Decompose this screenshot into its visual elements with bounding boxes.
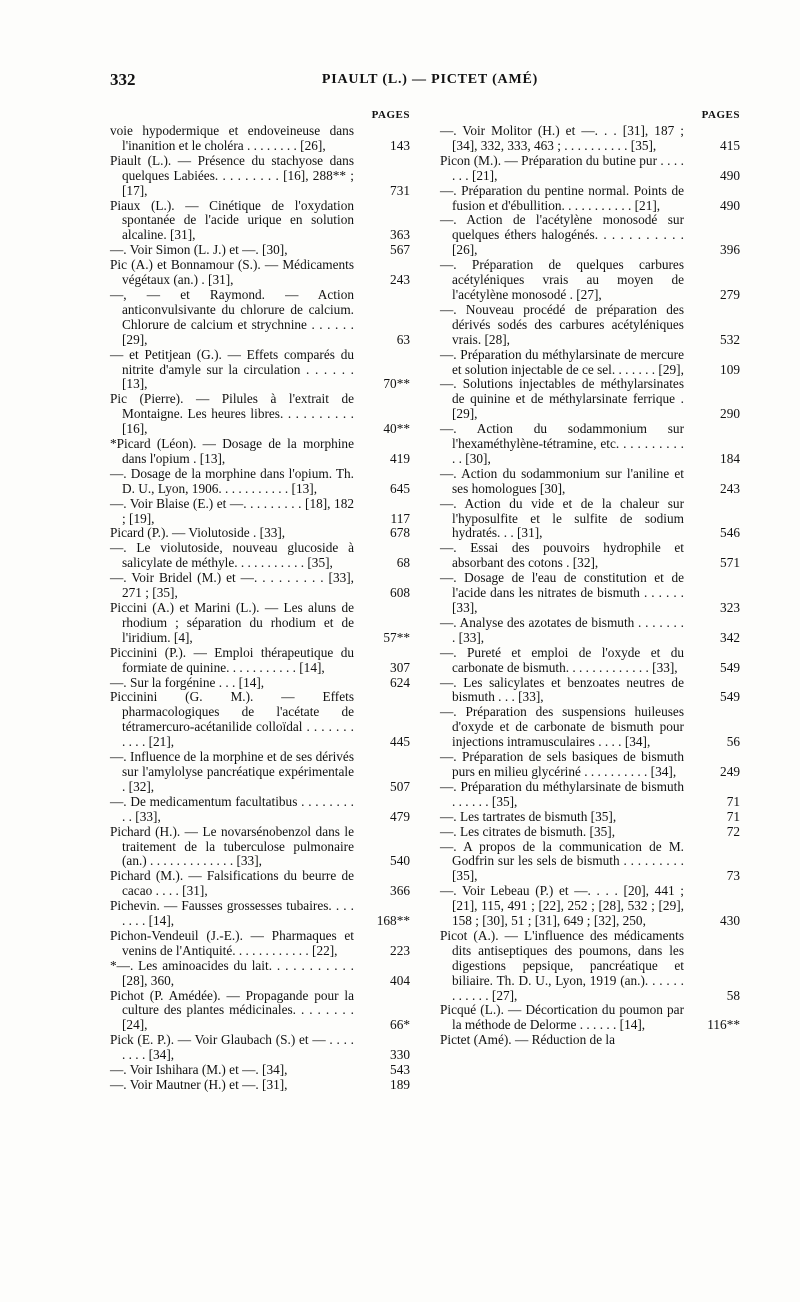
entry-page-number: 571 [720, 555, 740, 571]
index-entry [440, 541, 740, 571]
entry-text: —. Action du sodammonium sur l'aniline et ses homologues [30], [440, 465, 684, 496]
index-entry [440, 497, 740, 542]
entry-text: Pichard (M.). — Falsifications du beurre de cacao . . . . [31], [110, 868, 354, 899]
index-entry [440, 840, 740, 885]
entry-page-number: 243 [390, 272, 410, 288]
index-entry [440, 184, 740, 214]
entry-page-number: 396 [720, 242, 740, 258]
index-entry [110, 929, 410, 959]
entry-text: —. Dosage de la morphine dans l'opium. Th. D. U., Lyon, 1906. . . . . . . . . . . [13], [110, 465, 354, 496]
entry-page-number: 184 [720, 450, 740, 466]
entry-page-number: 73 [726, 868, 740, 884]
entry-text: —. Les citrates de bismuth. [35], [440, 823, 616, 839]
entry-text: —. A propos de la communication de M. Godfrin sur les sels de bismuth . . . . . . . . . [35], [440, 838, 684, 884]
entry-page-number: 168** [376, 913, 410, 929]
entry-text: —. Action du vide et de la chaleur sur l'hyposulfite et le sulfite de sodium hydratés. . . [31], [440, 495, 684, 541]
entry-text: Pictet (Amé). — Réduction de la [440, 1032, 616, 1048]
index-entry [440, 780, 740, 810]
entry-page-number: 404 [390, 972, 410, 988]
entry-page-number: 40** [383, 421, 410, 437]
page-header [110, 70, 750, 94]
entry-text: — et Petitjean (G.). — Effets comparés du nitrite d'amyle sur la circulation . . . . . . [13], [110, 346, 354, 392]
index-entry [110, 989, 410, 1034]
index-entry [440, 1003, 740, 1033]
entry-page-number: 330 [390, 1047, 410, 1063]
entry-page-number: 419 [390, 450, 410, 466]
entry-page-number: 323 [720, 600, 740, 615]
entry-text: —. Pureté et emploi de l'oxyde et du carbonate de bismuth. . . . . . . . . . . . . [33], [440, 644, 684, 675]
entry-text: Picard (P.). — Violutoside . [33], [110, 525, 286, 541]
entry-text: Piault (L.). — Présence du stachyose dans quelques Labiées. . . . . . . . . [16], 288** ; [17], [110, 152, 354, 198]
entry-page-number: 63 [396, 331, 410, 347]
entry-text: *—. Les aminoacides du lait. . . . . . . . . . . [28], 360, [110, 957, 354, 988]
entry-text: —. Préparation de quelques carbures acétyléniques vrais au moyen de l'acétylène monosodé . [27], [440, 257, 684, 302]
entry-page-number: 68 [396, 555, 410, 571]
index-entry [110, 899, 410, 929]
entry-page-number: 57** [383, 629, 410, 645]
entry-text: Pichard (H.). — Le novarsénobenzol dans le traitement de la tuberculose pulmonaire (an.) . . . . . . . . . . . . . [33], [110, 823, 354, 869]
index-entry [110, 959, 410, 989]
entry-text: Pic (A.) et Bonnamour (S.). — Médicaments végétaux (an.) . [31], [110, 257, 354, 288]
index-entry [440, 616, 740, 646]
index-column-right [440, 108, 740, 1048]
index-entry [110, 646, 410, 676]
entry-text: —. Voir Ishihara (M.) et —. [34], [110, 1062, 288, 1078]
entry-text: —. Action de l'acétylène monosodé sur quelques éthers halogénés. . . . . . . . . . . [26], [440, 212, 684, 258]
entry-page-number: 540 [390, 853, 410, 869]
entry-text: —. Préparation du méthylarsinate de bismuth . . . . . . [35], [440, 778, 684, 809]
entry-text: Piccinini (P.). — Emploi thérapeutique du formiate de quinine. . . . . . . . . . . [14], [110, 644, 354, 675]
index-entry [440, 422, 740, 467]
entry-text: Picon (M.). — Préparation du butine pur . . . . . . . [21], [440, 152, 684, 183]
entry-page-number: 415 [720, 137, 740, 153]
entry-page-number: 116** [707, 1017, 740, 1033]
index-entry [440, 884, 740, 929]
index-entry [440, 377, 740, 422]
entry-text: Picqué (L.). — Décortication du poumon par la méthode de Delorme . . . . . . [14], [440, 1002, 684, 1033]
index-entry [440, 1033, 740, 1048]
entry-text: —. Sur la forgénine . . . [14], [110, 674, 265, 690]
index-entry [110, 690, 410, 750]
entry-page-number: 543 [390, 1062, 410, 1078]
entry-text: —. Les tartrates de bismuth [35], [440, 808, 617, 824]
entry-text: —. De medicamentum facultatibus . . . . . . . . . . [33], [110, 793, 354, 824]
index-entry [440, 676, 740, 706]
page-number: 332 [110, 70, 136, 89]
entry-text: —. Influence de la morphine et de ses dérivés sur l'amylolyse pancréatique expérimentale . [32], [110, 749, 354, 794]
index-column-left [110, 108, 410, 1093]
entry-page-number: 430 [720, 913, 740, 929]
entry-page-number: 549 [720, 689, 740, 705]
index-entry [110, 869, 410, 899]
entry-page-number: 490 [720, 167, 740, 183]
index-entry [440, 571, 740, 616]
index-entry [110, 348, 410, 393]
entry-text: —. Nouveau procédé de préparation des dérivés sodés des carbures acétyléniques vrais. [28], [440, 301, 684, 347]
entry-page-number: 567 [390, 242, 410, 258]
entry-page-number: 109 [720, 361, 740, 377]
entry-text: *Picard (Léon). — Dosage de la morphine dans l'opium . [13], [110, 436, 354, 466]
entry-page-number: 363 [390, 227, 410, 243]
index-entry [110, 467, 410, 497]
entry-text: —, — et Raymond. — Action anticonvulsivante du chlorure de calcium. Chlorure de calcium et strychnine . . . . . . [29], [110, 286, 354, 347]
index-entry [110, 541, 410, 571]
index-entry [110, 258, 410, 288]
entry-page-number: 249 [720, 763, 740, 779]
entry-page-number: 223 [390, 942, 410, 958]
index-entry [110, 154, 410, 199]
entry-text: —. Préparation du méthylarsinate de mercure et solution injectable de ce sel. . . . . . . [29], [440, 346, 684, 377]
index-entry [440, 213, 740, 258]
index-entry [110, 392, 410, 437]
entry-text: —. Dosage de l'eau de constitution et de l'acide dans les nitrates de bismuth . . . . . . [33], [440, 570, 684, 615]
entry-page-number: 189 [390, 1077, 410, 1092]
entry-text: —. Voir Blaise (E.) et —. . . . . . . . . [18], 182 ; [19], [110, 495, 354, 526]
entry-page-number: 645 [390, 480, 410, 496]
index-entry [110, 676, 410, 691]
entry-text: —. Analyse des azotates de bismuth . . . . . . . . [33], [440, 614, 684, 645]
index-entry [110, 124, 410, 154]
entry-text: —. Voir Bridel (M.) et —. . . . . . . . . [33], 271 ; [35], [110, 570, 354, 601]
entry-text: voie hypodermique et endoveineuse dans l'inanition et le choléra . . . . . . . . [26], [110, 123, 354, 153]
index-entry [440, 929, 740, 1004]
entry-text: —. Préparation du pentine normal. Points de fusion et d'ébullition. . . . . . . . . . . [21], [440, 182, 684, 213]
index-entry [440, 258, 740, 303]
entry-page-number: 143 [390, 137, 410, 153]
entry-text: —. Voir Mautner (H.) et —. [31], [110, 1077, 288, 1092]
index-entry [440, 303, 740, 348]
index-entry [440, 810, 740, 825]
index-entry [110, 243, 410, 258]
index-entry [110, 1033, 410, 1063]
pages-label: PAGES [371, 109, 410, 121]
index-entry [110, 1078, 410, 1093]
entry-page-number: 366 [390, 883, 410, 899]
running-title: PIAULT (L.) — PICTET (AMÉ) [321, 72, 539, 87]
index-entry [110, 199, 410, 244]
entry-text: —. Voir Lebeau (P.) et —. . . . [20], 441 ; [21], 115, 491 ; [22], 252 ; [28], 532 ; [29], 158 ; [30], 51 ; [31], 649 ; [32], 250, [440, 883, 684, 929]
entry-text: Pic (Pierre). — Pilules à l'extrait de Montaigne. Les heures libres. . . . . . . . . . [16], [110, 391, 354, 437]
entry-page-number: 731 [390, 182, 410, 198]
index-entry [440, 646, 740, 676]
index-entry [110, 288, 410, 348]
entry-text: Pick (E. P.). — Voir Glaubach (S.) et — . . . . . . . . [34], [110, 1032, 354, 1063]
entry-page-number: 72 [726, 823, 740, 839]
entry-text: Pichot (P. Amédée). — Propagande pour la culture des plantes médicinales. . . . . . . . [24], [110, 987, 354, 1033]
index-entry [440, 467, 740, 497]
entry-page-number: 490 [720, 197, 740, 213]
pages-label: PAGES [701, 109, 740, 121]
entry-text: Piccinini (G. M.). — Effets pharmacologiques de l'acétate de tétramercuro-acétanilide colloïdal . . . . . . . . . . . [21], [110, 689, 354, 750]
index-entry [110, 497, 410, 527]
entry-page-number: 532 [720, 331, 740, 347]
index-entry [110, 526, 410, 541]
entry-page-number: 479 [390, 808, 410, 824]
entry-page-number: 290 [720, 406, 740, 422]
entry-text: Pichon-Vendeuil (J.-E.). — Pharmaques et venins de l'Antiquité. . . . . . . . . . . . [22], [110, 927, 354, 958]
entry-text: Piccini (A.) et Marini (L.). — Les aluns de rhodium ; séparation du rhodium et de l'iridium. [4], [110, 600, 354, 645]
index-entry [440, 750, 740, 780]
index-entry [440, 348, 740, 378]
entry-page-number: 507 [390, 778, 410, 794]
entry-text: —. Voir Molitor (H.) et —. . . [31], 187 ; [34], 332, 333, 463 ; . . . . . . . . . . [35], [440, 123, 684, 153]
entry-text: —. Préparation des suspensions huileuses d'oxyde et de carbonate de bismuth pour injections intramusculaires . . . . [34], [440, 704, 684, 750]
entry-text: —. Solutions injectables de méthylarsinates de quinine et de méthylarsinate ferrique . [29], [440, 376, 684, 422]
entry-text: Piaux (L.). — Cinétique de l'oxydation spontanée de l'acide urique en solution alcaline. [31], [110, 197, 354, 243]
entry-page-number: 58 [726, 987, 740, 1003]
index-entry [110, 571, 410, 601]
entry-text: —. Essai des pouvoirs hydrophile et absorbant des cotons . [32], [440, 540, 684, 571]
entry-text: —. Action du sodammonium sur l'hexaméthylène-tétramine, etc. . . . . . . . . . . . [30], [440, 421, 684, 466]
index-entry [110, 437, 410, 467]
entry-text: Picot (A.). — L'influence des médicaments dits antiseptiques des poumons, dans les digestions pepsique, pancréatique et biliaire. Th. D. U., Lyon, 1919 (an.). . . . . . . . . . . . [27], [440, 927, 684, 1003]
entry-text: —. Le violutoside, nouveau glucoside à salicylate de méthyle. . . . . . . . . . . [35], [110, 540, 354, 571]
index-entry [440, 124, 740, 154]
index-entry [440, 154, 740, 184]
entry-page-number: 445 [390, 734, 410, 750]
entry-page-number: 307 [390, 659, 410, 675]
entry-page-number: 243 [720, 480, 740, 496]
index-entry [110, 750, 410, 795]
entry-page-number: 678 [390, 525, 410, 541]
entry-text: Pichevin. — Fausses grossesses tubaires. . . . . . . . [14], [110, 898, 354, 929]
entry-page-number: 608 [390, 585, 410, 601]
entry-page-number: 56 [726, 734, 740, 750]
entry-page-number: 71 [726, 808, 740, 824]
entry-text: —. Préparation de sels basiques de bismuth purs en milieu glycériné . . . . . . . . . . [34], [440, 749, 684, 779]
entry-page-number: 279 [720, 286, 740, 302]
index-entry [440, 705, 740, 750]
entry-page-number: 546 [720, 525, 740, 541]
index-entry [440, 825, 740, 840]
entry-page-number: 549 [720, 659, 740, 675]
entry-text: —. Voir Simon (L. J.) et —. [30], [110, 242, 288, 258]
entry-page-number: 70** [383, 376, 410, 392]
entry-page-number: 117 [390, 510, 410, 526]
entry-page-number: 66* [390, 1017, 410, 1033]
entry-page-number: 342 [720, 629, 740, 645]
index-entry [110, 601, 410, 646]
entry-text: —. Les salicylates et benzoates neutres de bismuth . . . [33], [440, 674, 684, 705]
entry-page-number: 624 [390, 674, 410, 690]
index-entry [110, 795, 410, 825]
entry-page-number: 71 [726, 793, 740, 809]
index-entry [110, 825, 410, 870]
index-entry [110, 1063, 410, 1078]
